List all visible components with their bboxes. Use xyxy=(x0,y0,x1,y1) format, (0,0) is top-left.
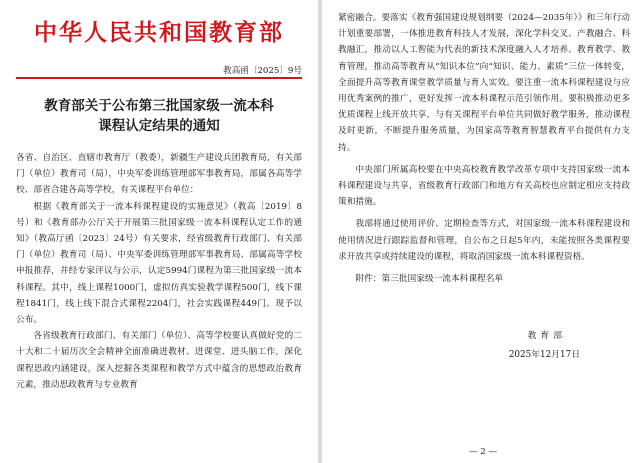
red-divider-line xyxy=(16,77,302,79)
signing-date: 2025年12月17日 xyxy=(508,350,580,361)
signature-block xyxy=(338,327,630,365)
salutation-paragraph: 各省、自治区、直辖市教育厅（教委），新疆生产建设兵团教育局，有关部门（单位）教育司（局），中央军委训练管理部军事教育局，部属各高等学校、部省合建各高等学校，有关课程平台单位： xyxy=(16,153,302,196)
document-number: 教高函〔2025〕9号 xyxy=(223,66,302,76)
signing-organization: 教育部 xyxy=(527,331,566,342)
body-paragraph: 我部将通过使用评价、定期检查等方式，对国家级一流本科课程建设和使用情况进行跟踪监督和管理，自公布之日起5年内，未能按照各类课程要求开放共享或持续建设的课程，将取消国家级一流本科课程资格。 xyxy=(338,219,630,262)
body-paragraph: 中央部门所属高校要在中央高校教育教学改革专项中支持国家级一流本科课程建设与共享，省级教育行政部门和地方有关高校也应制定相应支持政策和措施。 xyxy=(338,164,630,208)
body-paragraph-continued: 紧密融合。要落实《教育强国建设规划纲要（2024—2035年）》和三年行动计划重要部署，一体推进教育科技人才发展，深化学科交叉、产教融合、科教融汇，推动以人工智能为代表的新技术深度融入人才培养、教育教学、教育管理，推动高等教育从“知识本位”向“知识、能力、素质”三位一体转变，全面提升高等教育课堂教学质量与育人实效。要注重一流本科课程建设与应用优秀案例的推广，更好发挥一流本科课程示范引领作用。要积极推动更多优质课程上线开放共享，与有关课程平台单位共同做好教学服务，推动课程及时更新，不断提升服务质量，为国家高等教育智慧教育平台提供有力支持。 xyxy=(338,13,630,153)
title-line: 课程认定结果的通知 xyxy=(98,118,220,134)
document-page-left xyxy=(0,0,318,463)
document-title xyxy=(16,96,302,136)
page-number: — 2 — xyxy=(468,447,498,457)
issuer-masthead: 中华人民共和国教育部 xyxy=(34,19,284,46)
title-line: 教育部关于公布第三批国家级一流本科 xyxy=(44,98,274,114)
attachment-note: 附件：第三批国家级一流本科课程名单 xyxy=(355,274,504,285)
body-paragraph: 各省级教育行政部门、有关部门（单位）、高等学校要认真做好党的二十大和二十届历次全会精神全面准确进教材、进课堂、进头脑工作，深化课程思政内涵建设，深入挖掘各类课程和教学方式中蕴含的思想政治教育元素，推动思政教育与专业教育 xyxy=(16,331,302,390)
body-paragraph: 根据《教育部关于一流本科课程建设的实施意见》（教高〔2019〕8号）和《教育部办公厅关于开展第三批国家级一流本科课程认定工作的通知》（教高厅函〔2023〕24号）有关要求，经省级教育行政部门、有关部门（单位）教育司（局）、中央军委训练管理部军事教育局、部属高等学校申报推荐，并经专家评议与公示，认定5994门课程为第三批国家级一流本科课程。其中，线上课程1000门，虚拟仿真实验教学课程500门，线下课程1841门，线上线下混合式课程2204门，社会实践课程449门。现予以公布。 xyxy=(16,201,302,326)
document-page-right xyxy=(322,0,644,463)
